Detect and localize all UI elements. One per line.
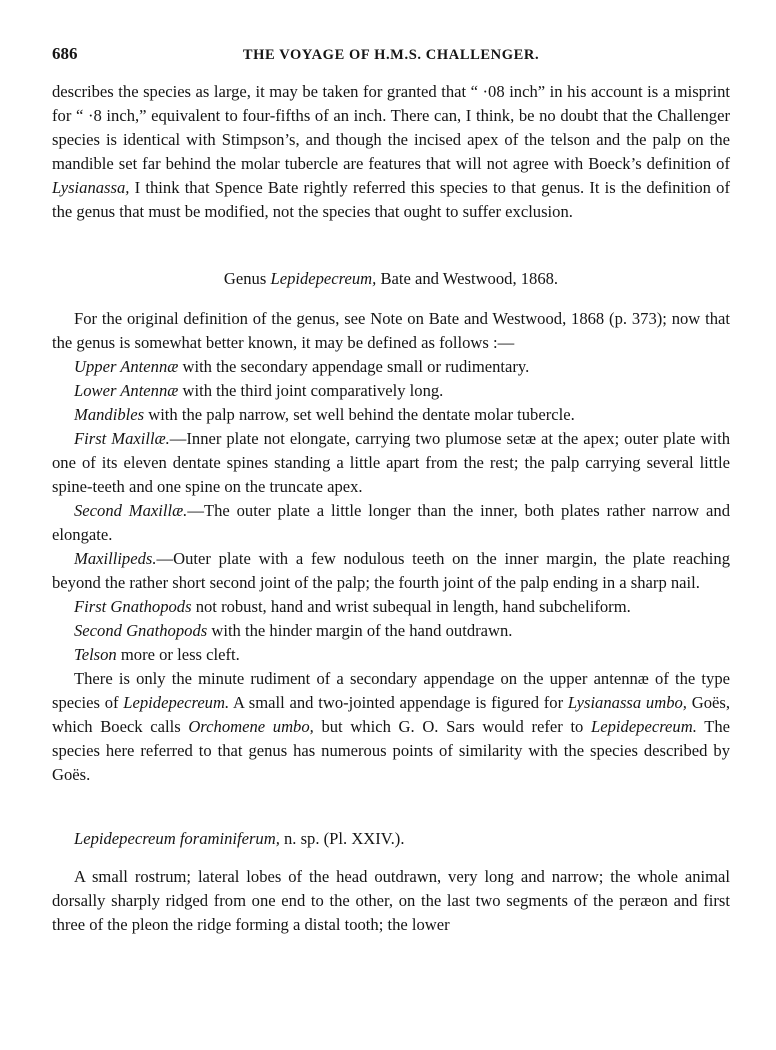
definition-telson [52,643,730,667]
intro-text-b: I think that Spence Bate rightly referred this species to that genus. It is the definition of the genus that must be modified, not the species that ought to suffer exclusion. [52,178,730,221]
definition-term: Upper Antennæ [74,357,179,376]
genus-heading-prefix: Genus [223,269,271,288]
definition-text: with the secondary appendage small or rudimentary. [178,357,530,376]
running-title: THE VOYAGE OF H.M.S. CHALLENGER. [242,47,540,63]
definition-first-maxillae [52,427,730,499]
definition-intro: For the original definition of the genus, see Note on Bate and Westwood, 1868 (p. 373); now that the genus is somewhat better known, it may be defined as follows :— [52,309,730,352]
intro-text-a: describes the species as large, it may be taken for granted that “ ·08 inch” in his account is a misprint for “ ·8 inch,” equivalent to four-fifths of an inch. There can, I think, be no doubt that the Challenger species is identical with Stimpson’s, and though the incised apex of the telson and the palp on the mandible set far behind the molar tubercle are features that will not agree with Boeck’s definition of [52,82,730,173]
definition-term: Mandibles [74,405,145,424]
remarks-paragraph [52,667,730,787]
remarks-text: A small and two-jointed appendage is figured for [229,693,568,712]
definition-lower-antennae [52,379,730,403]
definition-term: Maxillipeds. [74,549,157,568]
definition-mandibles [52,403,730,427]
remarks-italic: Orchomene umbo, [188,717,314,736]
remarks-italic: Lysianassa umbo, [567,693,687,712]
species-heading [74,827,730,851]
definition-first-gnathopods [52,595,730,619]
remarks-italic: Lepidepecreum. [123,693,230,712]
genus-heading-name: Lepidepecreum, [270,269,377,288]
genus-heading [52,267,730,291]
definition-text: not robust, hand and wrist subequal in length, hand subcheliform. [191,597,631,616]
definition-text: —Outer plate with a few nodulous teeth on the inner margin, the plate reaching beyond the rather short second joint of the palp; the fourth joint of the palp ending in a sharp nail. [52,549,730,592]
definition-term: Telson [74,645,117,664]
species-description: A small rostrum; lateral lobes of the head outdrawn, very long and narrow; the whole animal dorsally sharply ridged from one end to the other, on the last two segments of the peræon and first three of the pleon the ridge forming a distal tooth; the lower [52,867,730,934]
definition-term: First Gnathopods [74,597,192,616]
definition-text: with the palp narrow, set well behind the dentate molar tubercle. [144,405,575,424]
remarks-text: There is only the minute rudiment of a secondary appendage on the upper antennæ of the type species of [52,669,730,712]
definition-term: Second Gnathopods [74,621,208,640]
intro-paragraph [52,80,730,224]
definition-text: —Inner plate not elongate, carrying two plumose setæ at the apex; outer plate with one of its eleven dentate spines standing a little apart from the rest; the palp carrying several little spine-teeth and one spine on the truncate apex. [52,429,730,496]
page-number: 686 [52,44,78,63]
definition-term: Second Maxillæ. [74,501,188,520]
species-heading-suffix: n. sp. (Pl. XXIV.). [279,829,405,848]
genus-heading-suffix: Bate and Westwood, 1868. [376,269,559,288]
definition-text: —The outer plate a little longer than the inner, both plates rather narrow and elongate. [52,501,730,544]
remarks-text: Goës, which Boeck calls [52,693,730,736]
remarks-text: The species here referred to that genus has numerous points of similarity with the species described by Goës. [52,717,730,784]
remarks-italic: Lepidepecreum. [591,717,697,736]
definition-maxillipeds [52,547,730,595]
page-header [52,42,730,70]
intro-italic-lysianassa: Lysianassa, [52,178,130,197]
definition-text: with the hinder margin of the hand outdrawn. [207,621,513,640]
definition-term: Lower Antennæ [74,381,179,400]
definition-text: more or less cleft. [116,645,240,664]
definition-term: First Maxillæ. [74,429,170,448]
species-name: Lepidepecreum foraminiferum, [74,829,280,848]
definition-upper-antennae [52,355,730,379]
definition-text: with the third joint comparatively long. [178,381,444,400]
definition-second-gnathopods [52,619,730,643]
definition-second-maxillae [52,499,730,547]
remarks-text: but which G. O. Sars would refer to [313,717,592,736]
